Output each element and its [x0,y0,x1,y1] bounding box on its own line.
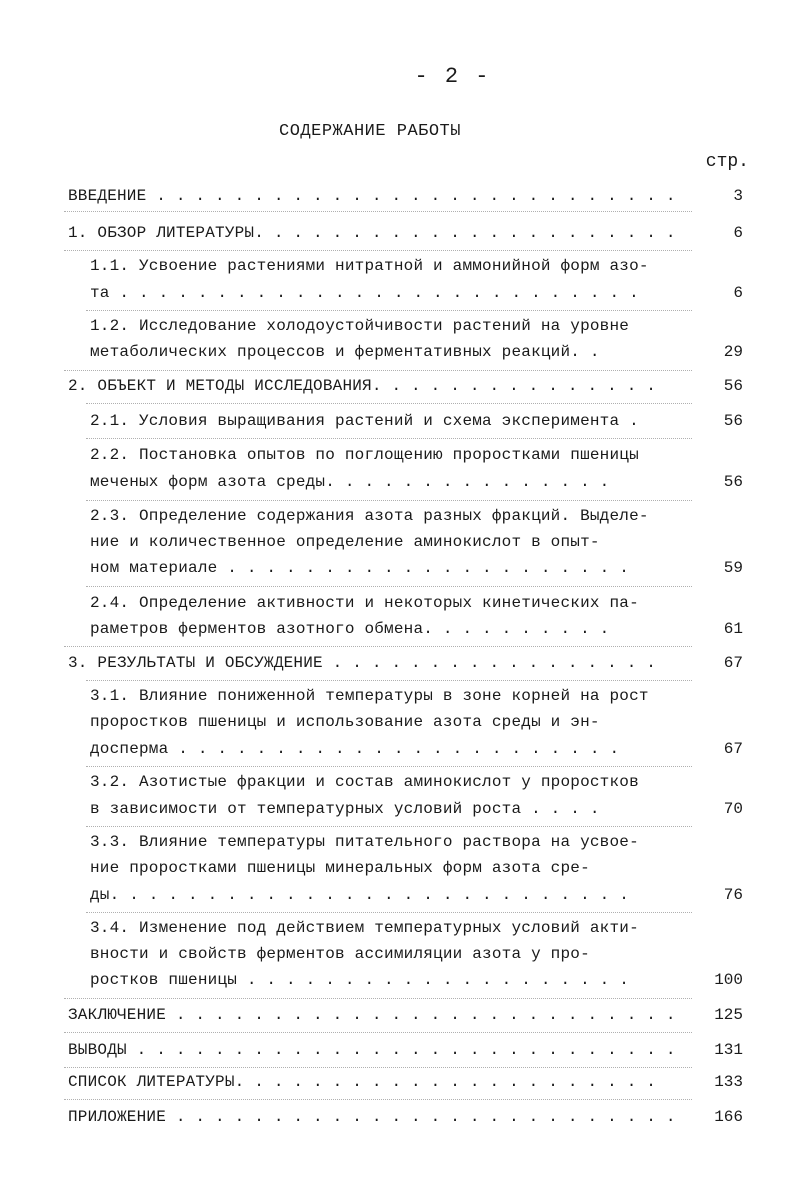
toc-entry-2-1: 2.1. Условия выращивания растений и схема эксперимента . [90,412,639,430]
separator-line [86,586,692,587]
toc-page-2-3: 59 [723,559,743,577]
toc-entry-3: 3. РЕЗУЛЬТАТЫ И ОБСУЖДЕНИЕ . . . . . . . . . . . . . . . . . [68,654,657,672]
toc-page-2-1: 56 [723,412,743,430]
toc-entry-1: 1. ОБЗОР ЛИТЕРАТУРЫ. . . . . . . . . . . . . . . . . . . . . . [68,224,676,242]
toc-entry-conclusion: ЗАКЛЮЧЕНИЕ . . . . . . . . . . . . . . . . . . . . . . . . . . [68,1006,676,1024]
toc-entry-appendix: ПРИЛОЖЕНИЕ . . . . . . . . . . . . . . . . . . . . . . . . . . [68,1108,676,1126]
separator-line [64,370,692,371]
toc-entry-references: СПИСОК ЛИТЕРАТУРЫ. . . . . . . . . . . . . . . . . . . . . . [68,1073,657,1091]
toc-entry-3-1-line3: досперма . . . . . . . . . . . . . . . . . . . . . . . [90,740,620,758]
separator-line [64,1032,692,1033]
toc-page-3-2: 70 [723,800,743,818]
toc-entry-1-2-line1: 1.2. Исследование холодоустойчивости растений на уровне [90,317,630,335]
toc-entry-1-2-line2: метаболических процессов и ферментативных реакций. . [90,343,600,361]
toc-entry-3-3-line1: 3.3. Влияние температуры питательного раствора на усвое- [90,833,639,851]
toc-entry-3-2-line1: 3.2. Азотистые фракции и состав аминокислот у проростков [90,773,639,791]
separator-line [86,500,692,501]
toc-entry-2-2-line1: 2.2. Постановка опытов по поглощению проростками пшеницы [90,446,639,464]
separator-line [86,680,692,681]
toc-page-appendix: 166 [714,1108,743,1126]
toc-entry-2-3-line1: 2.3. Определение содержания азота разных фракций. Выделе- [90,507,649,525]
toc-entry-2-2-line2: меченых форм азота среды. . . . . . . . . . . . . . . [90,473,610,491]
separator-line [64,646,692,647]
toc-page-3-1: 67 [723,740,743,758]
document-title: СОДЕРЖАНИЕ РАБОТЫ [279,122,461,141]
toc-page-3-3: 76 [723,886,743,904]
separator-line [86,310,692,311]
page-column-label: стр. [705,152,749,172]
toc-entry-3-4-line2: вности и свойств ферментов ассимиляции азота у про- [90,945,590,963]
toc-page-2-2: 56 [723,473,743,491]
toc-entry-2-4-line1: 2.4. Определение активности и некоторых кинетических па- [90,594,639,612]
separator-line [64,250,692,251]
toc-entry-introduction: ВВЕДЕНИЕ . . . . . . . . . . . . . . . . . . . . . . . . . . . [68,187,676,205]
separator-line [64,211,692,212]
separator-line [86,826,692,827]
toc-entry-3-3-line3: ды. . . . . . . . . . . . . . . . . . . . . . . . . . . [90,886,630,904]
toc-entry-3-2-line2: в зависимости от температурных условий роста . . . . [90,800,600,818]
toc-entry-3-3-line2: ние проростками пшеницы минеральных форм азота сре- [90,859,590,877]
toc-page-findings: 131 [714,1041,743,1059]
toc-page-references: 133 [714,1073,743,1091]
toc-entry-3-4-line3: ростков пшеницы . . . . . . . . . . . . . . . . . . . . [90,971,630,989]
toc-entry-3-1-line2: проростков пшеницы и использование азота среды и эн- [90,713,600,731]
toc-entry-1-1-line1: 1.1. Усвоение растениями нитратной и аммонийной форм азо- [90,257,649,275]
separator-line [64,1067,692,1068]
toc-page-3: 67 [723,654,743,672]
toc-entry-2: 2. ОБЪЕКТ И МЕТОДЫ ИССЛЕДОВАНИЯ. . . . . . . . . . . . . . . [68,377,657,395]
toc-entry-3-4-line1: 3.4. Изменение под действием температурных условий акти- [90,919,639,937]
toc-page-1: 6 [733,224,743,242]
page-number: - 2 - [414,64,491,89]
toc-entry-3-1-line1: 3.1. Влияние пониженной температуры в зоне корней на рост [90,687,649,705]
toc-page-conclusion: 125 [714,1006,743,1024]
separator-line [86,912,692,913]
toc-page-2: 56 [723,377,743,395]
separator-line [86,766,692,767]
toc-page-3-4: 100 [714,971,743,989]
toc-page-1-1: 6 [733,284,743,302]
toc-entry-2-3-line3: ном материале . . . . . . . . . . . . . . . . . . . . . [90,559,630,577]
toc-page-1-2: 29 [723,343,743,361]
toc-entry-2-4-line2: раметров ферментов азотного обмена. . . . . . . . . . [90,620,610,638]
separator-line [86,403,692,404]
toc-entry-1-1-line2: та . . . . . . . . . . . . . . . . . . . . . . . . . . . [90,284,639,302]
separator-line [86,438,692,439]
toc-entry-2-3-line2: ние и количественное определение аминокислот в опыт- [90,533,600,551]
separator-line [64,1099,692,1100]
toc-page-2-4: 61 [723,620,743,638]
toc-entry-findings: ВЫВОДЫ . . . . . . . . . . . . . . . . . . . . . . . . . . . . [68,1041,676,1059]
separator-line [64,998,692,999]
toc-page-introduction: 3 [733,187,743,205]
